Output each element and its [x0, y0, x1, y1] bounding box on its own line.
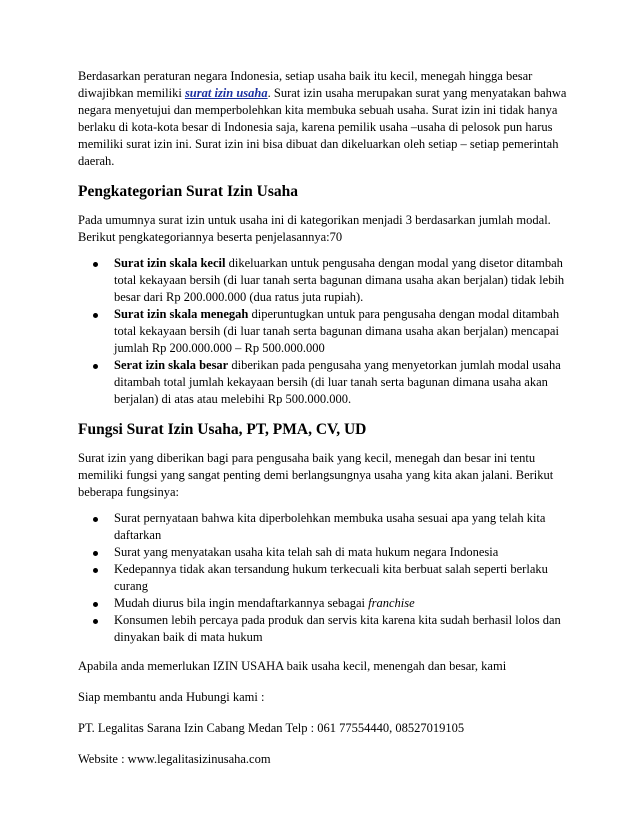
surat-izin-usaha-link[interactable]: surat izin usaha [184, 86, 268, 100]
franchise-word: franchise [368, 596, 415, 610]
list-item [78, 544, 570, 561]
intro-text-before: Berdasarkan peraturan negara Indonesia, setiap usaha baik itu kecil, menegah hingga besar diwajibkan memiliki [78, 69, 533, 100]
bullet-icon [93, 364, 98, 369]
footer-help-line: Siap membantu anda Hubungi kami : [78, 690, 265, 704]
section-heading-fungsi: Fungsi Surat Izin Usaha, PT, PMA, CV, UD [78, 421, 367, 438]
list-item [78, 595, 570, 612]
category-term: Serat izin skala besar [114, 358, 229, 372]
category-term: Surat izin skala menegah [114, 307, 249, 321]
list-item [78, 510, 570, 544]
bullet-icon [93, 551, 98, 556]
footer-website-line: Website : www.legalitasizinusaha.com [78, 752, 271, 766]
list-item [78, 255, 570, 306]
list-item [78, 612, 570, 646]
category-list [78, 255, 570, 408]
category-term: Surat izin skala kecil [114, 256, 226, 270]
footer-contact-offer: Apabila anda memerlukan IZIN USAHA baik usaha kecil, menengah dan besar, kami [78, 659, 507, 673]
function-text: Kedepannya tidak akan tersandung hukum terkecuali kita berbuat salah seperti berlaku curang [114, 562, 548, 593]
function-list [78, 510, 570, 646]
bullet-icon [93, 517, 98, 522]
function-text: Mudah diurus bila ingin mendaftarkannya sebagai [114, 596, 369, 610]
document-body [78, 68, 570, 768]
category-description: diperuntugkan untuk para pengusaha dengan modal ditambah total kekayaan bersih (di luar tanah serta bagunan dimana usaha akan berjalan) mencapai jumlah Rp 200.000.000 – Rp 500.000.000 [114, 307, 560, 355]
list-item [78, 561, 570, 595]
section2-intro: Surat izin yang diberikan bagi para pengusaha baik yang kecil, menegah dan besar ini tentu memiliki fungsi yang sangat penting demi berlangsungnya usaha yang kita akan jalani. Berikut beberapa fungsinya: [78, 451, 554, 499]
footer-phone-line: PT. Legalitas Sarana Izin Cabang Medan Telp : 061 77554440, 08527019105 [78, 721, 465, 735]
function-text: Surat yang menyatakan usaha kita telah sah di mata hukum negara Indonesia [114, 545, 499, 559]
list-item [78, 357, 570, 408]
bullet-icon [93, 262, 98, 267]
intro-paragraph [78, 68, 570, 170]
bullet-icon [93, 602, 98, 607]
list-item [78, 306, 570, 357]
section1-intro: Pada umumnya surat izin untuk usaha ini di kategorikan menjadi 3 berdasarkan jumlah modal. Berikut pengkategoriannya beserta penjelasannya:70 [78, 213, 551, 244]
section-heading-pengkategorian: Pengkategorian Surat Izin Usaha [78, 183, 299, 200]
function-text: Konsumen lebih percaya pada produk dan servis kita karena kita sudah berhasil lolos dan dinyakan baik di mata hukum [114, 613, 561, 644]
bullet-icon [93, 313, 98, 318]
function-text: Surat pernyataan bahwa kita diperbolehkan membuka usaha sesuai apa yang telah kita daftarkan [114, 511, 546, 542]
intro-text-after: . Surat izin usaha merupakan surat yang menyatakan bahwa negara menyetujui dan memperbolehkan kita membuka sebuah usaha. Surat izin ini tidak hanya berlaku di kota-kota besar di Indonesia saja, karena pemilik usaha –usaha di pelosok pun harus memiliki surat izin ini. Surat izin ini bisa dibuat dan dikeluarkan oleh setiap – setiap pemerintah daerah. [78, 86, 567, 168]
category-description: dikeluarkan untuk pengusaha dengan modal yang disetor ditambah total kekayaan bersih (di luar tanah serta bagunan dimana usaha akan berjalan) tidak lebih besar dari Rp 200.000.000 (dua ratus juta rupiah). [114, 256, 565, 304]
bullet-icon [93, 619, 98, 624]
bullet-icon [93, 568, 98, 573]
category-description: diberikan pada pengusaha yang menyetorkan jumlah modal usaha ditambah total jumlah kekayaan bersih (di luar tanah serta bagunan dimana usaha akan berjalan) di atas atau melebihi Rp 500.000.000. [114, 358, 561, 406]
